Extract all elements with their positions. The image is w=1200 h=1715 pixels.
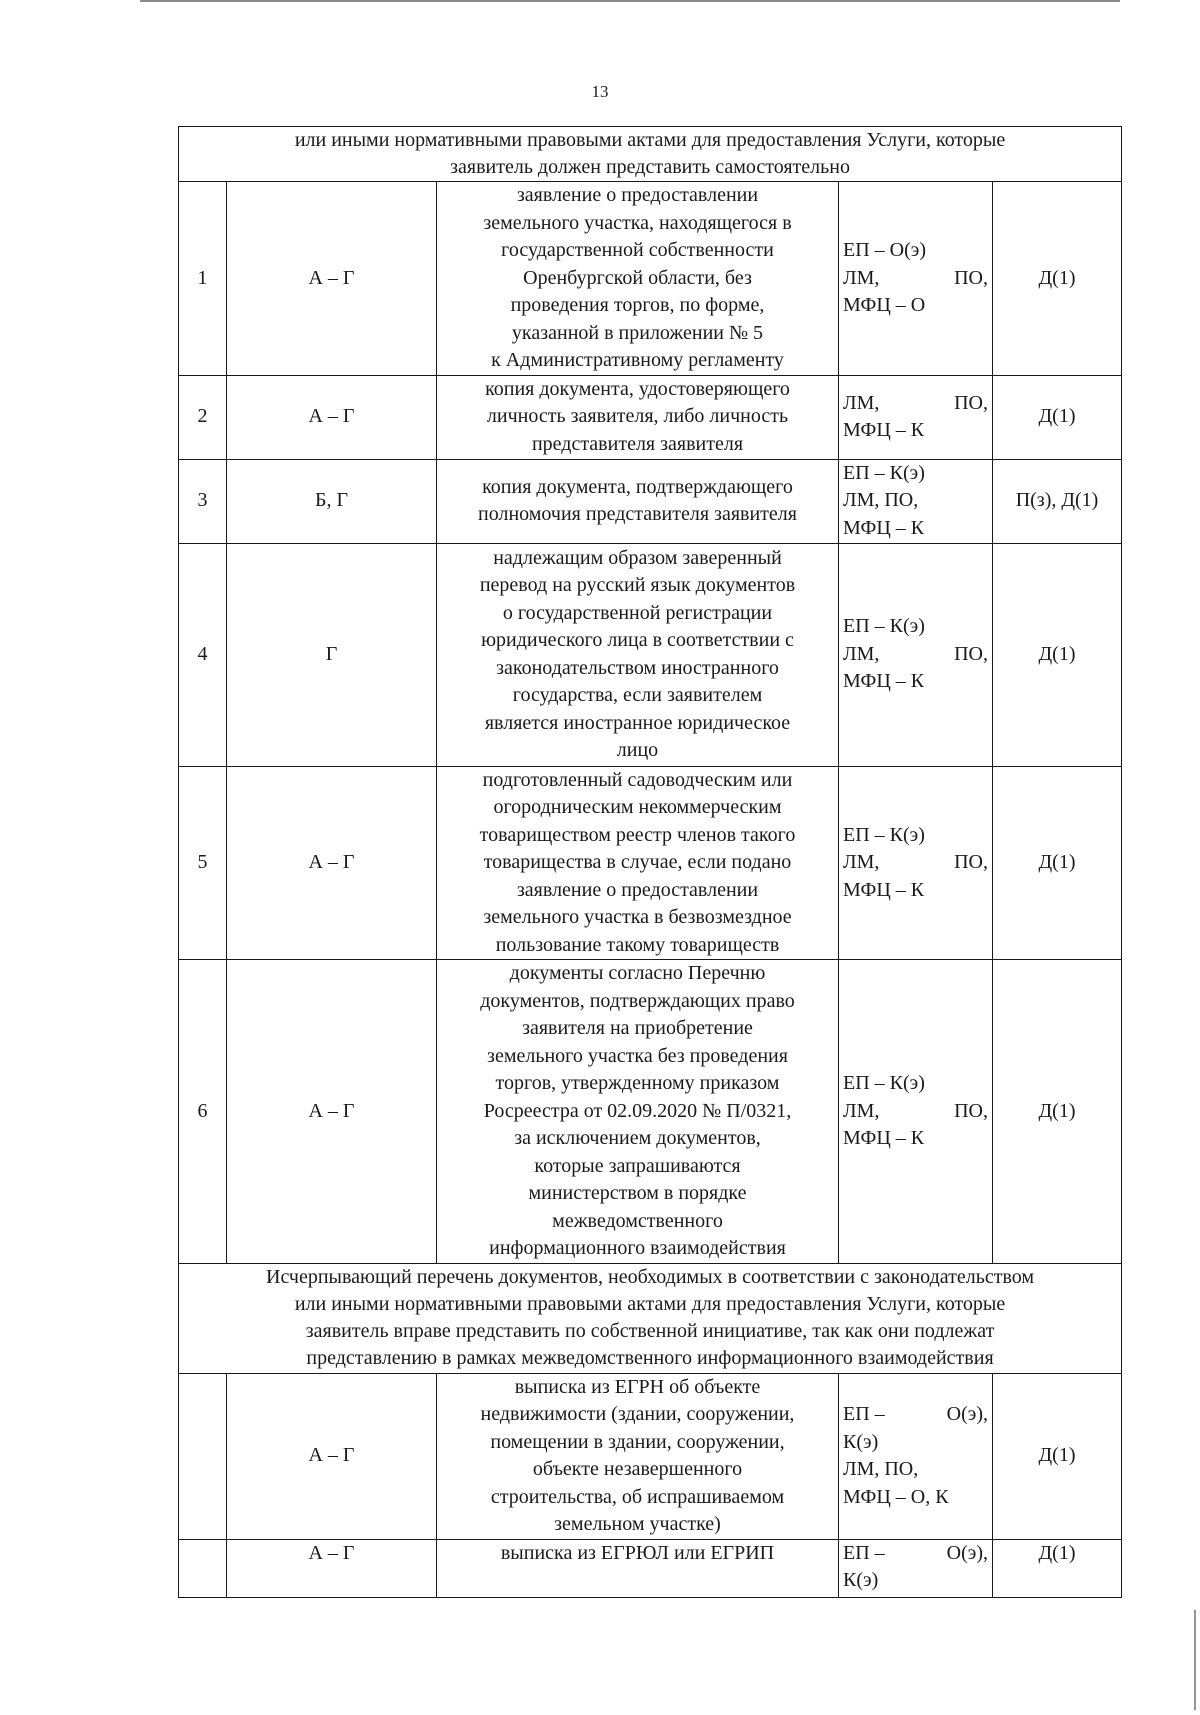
description-line: документов, подтверждающих право [480,989,795,1012]
description-line: Оренбургской области, без [523,266,752,289]
row-number [179,1539,227,1597]
page-number: 13 [591,82,609,101]
mode-line: МФЦ – К [843,878,925,901]
description-line: пользование такому товариществ [495,933,780,956]
description-line: заявление о предоставлении [516,878,759,901]
applicant-category: А – Г [227,1539,437,1597]
description-line: земельного участка без проведения [487,1044,788,1067]
document-description [437,543,839,766]
document-description [437,960,839,1264]
submission-mode [839,1539,993,1597]
row-number: 1 [179,182,227,376]
section-header-cell [179,1263,1122,1373]
row-number: 2 [179,375,227,459]
mode-line: МФЦ – К [843,670,925,693]
row-number [179,1373,227,1539]
section-header-line: или иными нормативными правовыми актами для предоставления Услуги, которые [294,1293,1006,1315]
document-description [437,766,839,960]
documents-table [178,126,1122,1598]
mode-line: ЕП – О(э) [843,239,927,261]
description-line: о государственной регистрации [502,601,773,624]
description-line: за исключением документов, [514,1127,761,1149]
result-code: Д(1) [993,766,1122,960]
mode-justified-line [843,1401,988,1429]
description-line: к Административному регламенту [491,349,784,371]
mode-part: ЕП – [843,1403,885,1425]
description-line: копия документа, подтверждающего [482,475,793,498]
mode-part: ПО, [954,642,988,665]
scan-edge-right [1194,1610,1196,1710]
description-line: заявителя на приобретение [522,1017,753,1039]
submission-mode [839,543,993,766]
mode-part: ЕП – [843,1541,885,1564]
mode-line: ЕП – К(э) [843,461,925,484]
description-line: указанной в приложении № 5 [511,321,764,344]
description-line: объекте незавершенного [532,1458,743,1480]
mode-justified-line [843,390,988,418]
description-line: строительства, об испрашиваемом [490,1485,785,1508]
document-description [437,1373,839,1539]
mode-part: ЛМ, [843,1099,880,1122]
row-number: 3 [179,459,227,543]
description-line: товариществом реестр членов такого [479,823,796,846]
description-line: межведомственного [552,1209,723,1232]
row-number: 4 [179,543,227,766]
result-code: Д(1) [993,1373,1122,1539]
mode-line: ЛМ, ПО, [843,489,919,512]
applicant-category: А – Г [227,375,437,459]
description-line: личность заявителя, либо личность [486,405,789,428]
result-code: Д(1) [993,960,1122,1264]
applicant-category: А – Г [227,1373,437,1539]
submission-mode [839,960,993,1264]
result-code: Д(1) [993,182,1122,376]
description-line: выписка из ЕГРН об объекте [514,1375,761,1398]
mode-part: ПО, [954,1099,988,1122]
mode-line: ЛМ, ПО, [843,1458,919,1480]
table-row [179,182,1122,376]
mode-line: МФЦ – О [843,294,926,316]
mode-part: ЛМ, [843,851,880,873]
document-description [437,459,839,543]
mode-part: О(э), [946,1403,988,1425]
description-line: информационного взаимодействия [489,1237,786,1259]
table-row [179,1539,1122,1597]
description-line: земельного участка, находящегося в [483,211,792,234]
mode-line: К(э) [843,1430,879,1453]
mode-part: О(э), [946,1541,988,1564]
table-row [179,1373,1122,1539]
mode-justified-line [843,641,988,669]
applicant-category: А – Г [227,960,437,1264]
description-line: торгов, утвержденному приказом [495,1072,780,1094]
mode-line: ЕП – К(э) [843,1072,925,1094]
mode-part: ЛМ, [843,642,880,665]
description-line: представителя заявителя [531,432,744,455]
description-line: надлежащим образом заверенный [493,546,782,569]
description-line: огородническим некоммерческим [493,796,782,818]
section-header-line: заявитель должен представить самостоятельно [450,156,850,178]
section-header-line: Исчерпывающий перечень документов, необходимых в соответствии с законодательством [266,1266,1035,1288]
description-line: подготовленный садоводческим или [482,768,793,791]
table-row [179,375,1122,459]
mode-part: ЛМ, [843,266,880,289]
mode-line: ЕП – К(э) [843,823,925,846]
description-line: выписка из ЕГРЮЛ или ЕГРИП [500,1541,775,1564]
mode-part: ПО, [954,266,988,289]
section-header-line: или иными нормативными правовыми актами для предоставления Услуги, которые [294,129,1006,151]
section-header-row [179,127,1122,182]
result-code: Д(1) [993,1539,1122,1597]
submission-mode [839,182,993,376]
mode-line: МФЦ – К [843,516,925,539]
description-line: заявление о предоставлении [516,184,759,206]
description-line: государственной собственности [501,239,774,261]
description-line: копия документа, удостоверяющего [485,377,790,400]
description-line: законодательством иностранного [496,656,779,679]
description-line: лицо [616,739,659,761]
description-line: юридического лица в соответствии с [481,629,794,651]
result-code: П(з), Д(1) [993,459,1122,543]
submission-mode [839,1373,993,1539]
table-row [179,766,1122,960]
applicant-category: А – Г [227,766,437,960]
mode-line: МФЦ – К [843,419,925,441]
description-line: полномочия представителя заявителя [478,503,797,525]
mode-line: МФЦ – К [843,1127,925,1149]
document-description [437,1539,839,1597]
description-line: земельного участка в безвозмездное [483,906,792,928]
description-line: недвижимости (здании, сооружении, [480,1403,795,1425]
mode-part: ПО, [954,391,988,414]
table-row [179,459,1122,543]
description-line: является иностранное юридическое [484,711,791,734]
result-code: Д(1) [993,543,1122,766]
description-line: проведения торгов, по форме, [510,294,765,316]
mode-justified-line [843,265,988,293]
mode-line: К(э) [843,1569,879,1591]
row-number: 6 [179,960,227,1264]
table-row [179,543,1122,766]
applicant-category: А – Г [227,182,437,376]
description-line: которые запрашиваются [534,1154,741,1177]
submission-mode [839,766,993,960]
scan-edge-top [140,0,1120,2]
mode-justified-line [843,1098,988,1126]
submission-mode [839,375,993,459]
mode-part: ЛМ, [843,391,880,414]
description-line: помещении в здании, сооружении, [490,1430,785,1453]
mode-justified-line [843,849,988,877]
table-row [179,960,1122,1264]
applicant-category: Г [227,543,437,766]
description-line: перевод на русский язык документов [479,574,796,596]
description-line: документы согласно Перечню [509,962,766,984]
description-line: земельном участке) [554,1513,721,1535]
mode-line: ЕП – К(э) [843,615,925,638]
applicant-category: Б, Г [227,459,437,543]
section-header-line: заявитель вправе представить по собственной инициативе, так как они подлежат [305,1320,995,1342]
mode-line: МФЦ – О, К [843,1485,949,1508]
description-line: Росреестра от 02.09.2020 № П/0321, [483,1099,792,1122]
description-line: товарищества в случае, если подано [483,851,792,873]
mode-justified-line [843,1540,988,1568]
section-header-cell [179,127,1122,182]
description-line: министерством в порядке [528,1182,747,1204]
result-code: Д(1) [993,375,1122,459]
description-line: государства, если заявителем [512,684,763,706]
mode-part: ПО, [954,851,988,873]
document-description [437,182,839,376]
row-number: 5 [179,766,227,960]
section-header-line: представлению в рамках межведомственного информационного взаимодействия [306,1347,994,1369]
submission-mode [839,459,993,543]
section-header-row [179,1263,1122,1373]
document-description [437,375,839,459]
